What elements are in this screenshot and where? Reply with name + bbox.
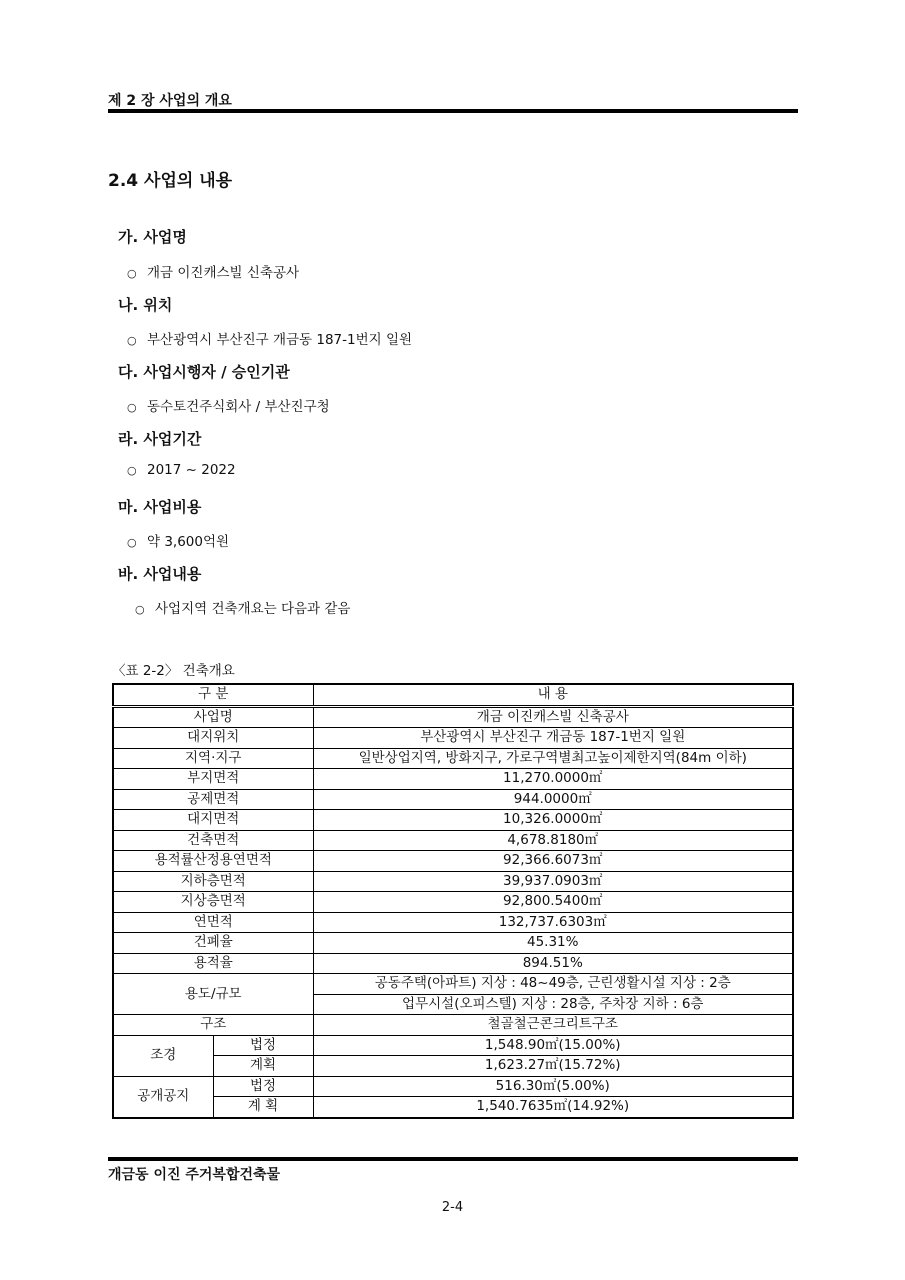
table-row <box>113 1076 793 1097</box>
label-cell: 공개공지 <box>113 1076 213 1118</box>
value-cell: 1,548.90㎡(15.00%) <box>313 1035 793 1056</box>
item-heading: 바. 사업내용 <box>118 565 202 583</box>
sublabel-cell: 계획 <box>213 1056 313 1077</box>
bullet-icon: ○ <box>127 401 137 414</box>
footer-rule <box>108 1157 798 1161</box>
table-row <box>113 933 793 954</box>
sublabel-cell: 법정 <box>213 1076 313 1097</box>
label-cell: 조경 <box>113 1035 213 1076</box>
bullet-icon: ○ <box>127 536 137 549</box>
label-cell: 공제면적 <box>113 789 313 810</box>
label-cell: 지하층면적 <box>113 871 313 892</box>
table-row <box>113 810 793 831</box>
building-summary-table <box>112 683 794 1119</box>
label-cell: 대지면적 <box>113 810 313 831</box>
value-cell: 894.51% <box>313 953 793 974</box>
table-row <box>113 769 793 790</box>
table-row <box>113 1035 793 1056</box>
item-heading: 다. 사업시행자 / 승인기관 <box>118 363 290 381</box>
item-bullet: ○ 개금 이진캐스빌 신축공사 <box>127 265 300 281</box>
value-cell: 1,540.7635㎡(14.92%) <box>313 1097 793 1118</box>
label-cell: 지역·지구 <box>113 748 313 769</box>
label-cell: 연면적 <box>113 912 313 933</box>
header-rule <box>108 109 798 113</box>
item-bullet: ○ 동수토건주식회사 / 부산진구청 <box>127 399 330 415</box>
value-cell: 516.30㎡(5.00%) <box>313 1076 793 1097</box>
page-number: 2-4 <box>441 1200 464 1215</box>
table-row <box>113 851 793 872</box>
item-bullet: ○ 부산광역시 부산진구 개금동 187-1번지 일원 <box>127 332 413 348</box>
item-heading: 나. 위치 <box>118 296 173 314</box>
section-title: 2.4 사업의 내용 <box>108 171 233 191</box>
label-cell: 대지위치 <box>113 728 313 749</box>
label-cell: 용도/규모 <box>113 974 313 1015</box>
value-cell: 10,326.0000㎡ <box>313 810 793 831</box>
table-row <box>113 748 793 769</box>
sublabel-cell: 법정 <box>213 1035 313 1056</box>
table-row <box>113 1056 793 1077</box>
table-row <box>113 1015 793 1036</box>
table-row <box>113 789 793 810</box>
label-cell: 지상층면적 <box>113 892 313 913</box>
label-cell: 용적률산정용연면적 <box>113 851 313 872</box>
label-cell: 부지면적 <box>113 769 313 790</box>
chapter-title: 제 2 장 사업의 개요 <box>108 93 232 109</box>
value-cell: 92,800.5400㎡ <box>313 892 793 913</box>
item-bullet: ○ 2017 ~ 2022 <box>127 462 236 478</box>
value-cell: 개금 이진캐스빌 신축공사 <box>313 706 793 728</box>
value-cell: 944.0000㎡ <box>313 789 793 810</box>
bullet-icon: ○ <box>127 334 137 347</box>
item-heading: 가. 사업명 <box>118 228 187 246</box>
table-row <box>113 974 793 995</box>
value-cell: 공동주택(아파트) 지상 : 48~49층, 근린생활시설 지상 : 2층 <box>313 974 793 995</box>
value-cell: 132,737.6303㎡ <box>313 912 793 933</box>
table-row <box>113 706 793 728</box>
value-cell: 11,270.0000㎡ <box>313 769 793 790</box>
table-row <box>113 1097 793 1118</box>
table-header-row <box>113 684 793 706</box>
footer-title: 개금동 이진 주거복합건축물 <box>108 1167 281 1183</box>
table-row <box>113 871 793 892</box>
bullet-icon: ○ <box>127 267 137 280</box>
label-cell: 용적율 <box>113 953 313 974</box>
bullet-icon: ○ <box>135 603 145 616</box>
table-row <box>113 953 793 974</box>
bullet-icon: ○ <box>127 464 137 477</box>
table-caption: 〈표 2-2〉 건축개요 <box>112 663 235 679</box>
table-row <box>113 728 793 749</box>
label-cell: 사업명 <box>113 706 313 728</box>
value-cell: 4,678.8180㎡ <box>313 830 793 851</box>
table-row <box>113 830 793 851</box>
value-cell: 일반상업지역, 방화지구, 가로구역별최고높이제한지역(84m 이하) <box>313 748 793 769</box>
value-cell: 39,937.0903㎡ <box>313 871 793 892</box>
item-heading: 마. 사업비용 <box>118 498 202 516</box>
value-cell: 부산광역시 부산진구 개금동 187-1번지 일원 <box>313 728 793 749</box>
header-cell: 내 용 <box>313 684 793 706</box>
label-cell: 구조 <box>113 1015 313 1036</box>
value-cell: 철골철근콘크리트구조 <box>313 1015 793 1036</box>
label-cell: 건축면적 <box>113 830 313 851</box>
item-bullet: ○ 사업지역 건축개요는 다음과 같음 <box>135 601 351 617</box>
value-cell: 92,366.6073㎡ <box>313 851 793 872</box>
item-heading: 라. 사업기간 <box>118 430 202 448</box>
label-cell: 건폐율 <box>113 933 313 954</box>
item-bullet: ○ 약 3,600억원 <box>127 534 230 550</box>
value-cell: 업무시설(오피스텔) 지상 : 28층, 주차장 지하 : 6층 <box>313 994 793 1015</box>
value-cell: 1,623.27㎡(15.72%) <box>313 1056 793 1077</box>
header-cell: 구 분 <box>113 684 313 706</box>
table-row <box>113 912 793 933</box>
sublabel-cell: 계 획 <box>213 1097 313 1118</box>
table-row <box>113 892 793 913</box>
value-cell: 45.31% <box>313 933 793 954</box>
